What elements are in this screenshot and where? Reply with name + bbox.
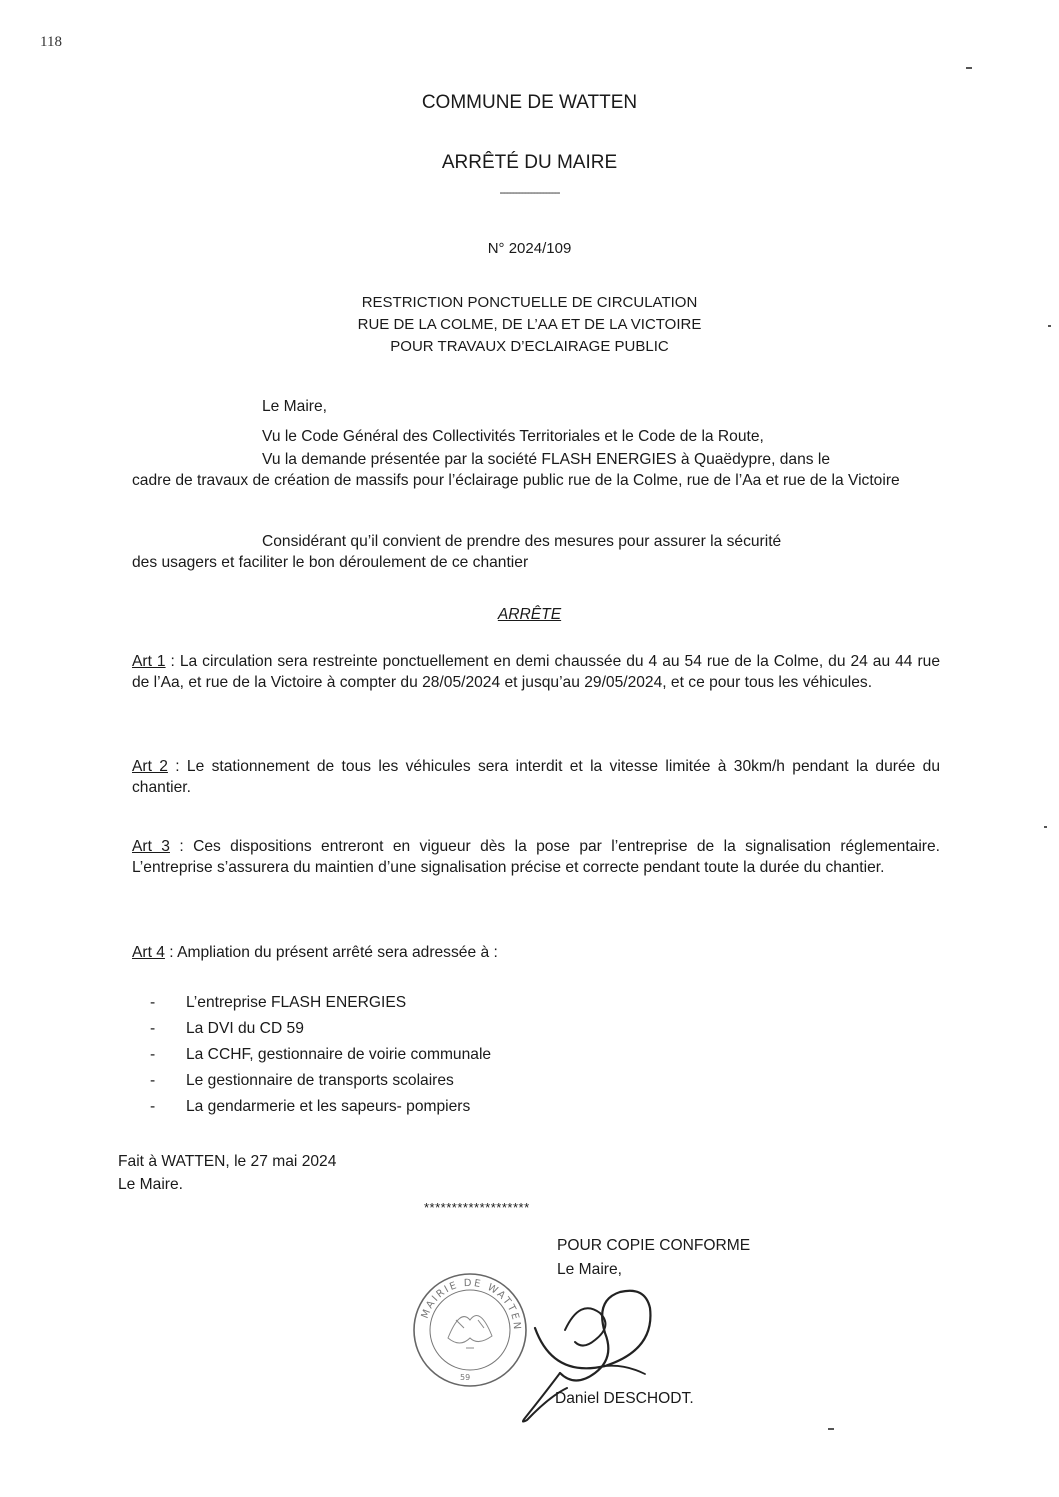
arrete-heading: ARRÊTÉ DU MAIRE [441, 152, 618, 173]
fait-a-line: Fait à WATTEN, le 27 mai 2024 [118, 1153, 337, 1170]
preamble-considerant-first: Considérant qu’il convient de prendre des mesures pour assurer la sécurité [262, 533, 782, 550]
article-4-text: : Ampliation du présent arrêté sera adressée à : [164, 944, 498, 961]
copie-conforme-line: POUR COPIE CONFORME [557, 1237, 751, 1254]
article-4-label: Art 4 [132, 944, 165, 961]
stamp-text: MAIRIE DE WATTEN [419, 1277, 523, 1332]
subject-line-3: POUR TRAVAUX D’ECLAIRAGE PUBLIC [390, 338, 669, 355]
list-item: - L’entreprise FLASH ENERGIES [150, 994, 407, 1011]
commune-heading: COMMUNE DE WATTEN [421, 92, 638, 113]
svg-text:59: 59 [460, 1373, 471, 1382]
preamble-le-maire: Le Maire, [262, 398, 328, 415]
article-2-label: Art 2 [132, 758, 168, 775]
copie-conforme-block [557, 1234, 750, 1282]
scan-mark [1044, 826, 1047, 828]
subject-line-1: RESTRICTION PONCTUELLE DE CIRCULATION [361, 294, 698, 311]
signer-name: Daniel DESCHODT. [555, 1390, 694, 1407]
article-2 [132, 756, 940, 798]
closing-le-maire: Le Maire. [118, 1176, 184, 1193]
article-2-text: : Le stationnement de tous les véhicules sera interdit et la vitesse limitée à 30km/h pendant la durée du chantier. [132, 758, 940, 796]
recipient-list [150, 990, 491, 1120]
preamble-vu-demande-first: Vu la demande présentée par la société FLASH ENERGIES à Quaëdypre, dans le [262, 451, 831, 468]
article-3 [132, 836, 940, 878]
scan-mark [966, 67, 972, 69]
scan-mark [1048, 325, 1051, 327]
subject-title [0, 292, 1059, 358]
article-3-label: Art 3 [132, 838, 170, 855]
preamble-vu-code: Vu le Code Général des Collectivités Territoriales et le Code de la Route, [262, 428, 764, 445]
list-item: - La CCHF, gestionnaire de voirie communale [150, 1046, 492, 1063]
preamble-considerant-rest: des usagers et faciliter le bon déroulement de ce chantier [132, 554, 529, 571]
arrete-word: ARRÊTE [497, 606, 562, 623]
stars-separator: ******************* [424, 1200, 530, 1215]
scan-mark [828, 1428, 834, 1430]
list-item: - Le gestionnaire de transports scolaires [150, 1072, 454, 1089]
page-number: 118 [40, 34, 62, 50]
article-1-label: Art 1 [132, 653, 166, 670]
article-4 [132, 942, 940, 963]
copie-le-maire: Le Maire, [557, 1261, 623, 1278]
list-item: - La gendarmerie et les sapeurs- pompiers [150, 1098, 471, 1115]
list-item: - La DVI du CD 59 [150, 1020, 304, 1037]
article-1 [132, 651, 940, 693]
heading-separator: -------------------- [499, 185, 560, 199]
article-3-text: : Ces dispositions entreront en vigueur dès la pose par l’entreprise de la signalisation réglementaire. L’entreprise s’assurera du maintien d’une signalisation précise et correcte pendant toute la durée du chantier. [132, 838, 940, 876]
closing-block [118, 1150, 336, 1196]
subject-line-2: RUE DE LA COLME, DE L’AA ET DE LA VICTOIRE [357, 316, 702, 333]
arrete-number: N° 2024/109 [487, 240, 572, 257]
article-1-text: : La circulation sera restreinte ponctuellement en demi chaussée du 4 au 54 rue de la Colme, du 24 au 44 rue de l’Aa, et rue de la Victoire à compter du 28/05/2024 et jusqu’au 29/05/2024, et ce pour tous les véhicules. [132, 653, 940, 691]
preamble-vu-demande-rest: cadre de travaux de création de massifs pour l’éclairage public rue de la Colme, rue de l’Aa et rue de la Victoire [132, 472, 900, 489]
